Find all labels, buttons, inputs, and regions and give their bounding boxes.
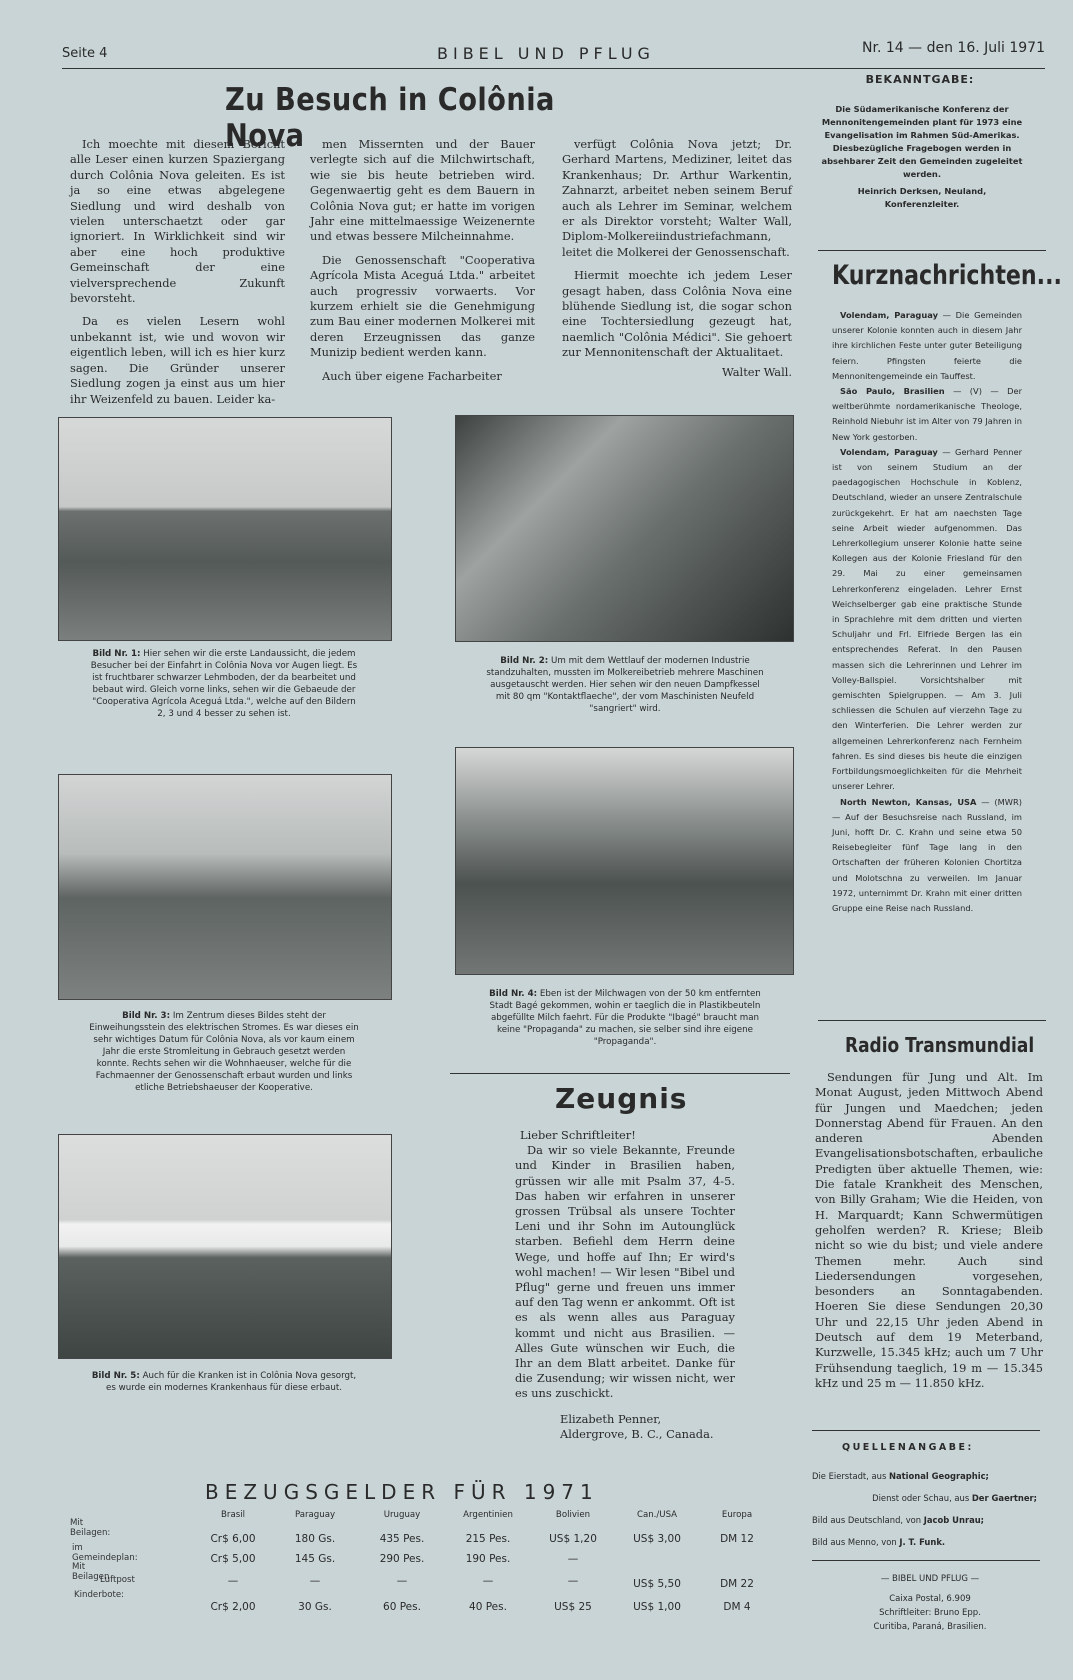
column-header: Bolivien: [555, 1510, 591, 1520]
column-header: Uruguay: [383, 1510, 421, 1520]
photo-hospital: [58, 1134, 392, 1359]
price-cell: Cr$ 2,00: [210, 1601, 256, 1613]
news-item: Volendam, Paraguay — Die Gemeinden unserer Kolonie konnten auch in diesem Jahr ihre kirchlichen Feste unter guter Beteiligung feiern. Pfingsten feierte die Mennonitengemeinde ein Tauffest.: [832, 310, 1022, 381]
divider: [812, 1560, 1040, 1561]
quellen-title: QUELLENANGABE:: [842, 1442, 974, 1453]
price-cell: US$ 3,00: [633, 1533, 681, 1545]
zeugnis-signature-name: Elizabeth Penner,: [560, 1411, 662, 1426]
bezugsgelder-title: BEZUGSGELDER FÜR 1971: [205, 1480, 599, 1504]
zeugnis-body: Da wir so viele Bekannte, Freunde und Kinder in Brasilien haben, grüssen wir alle mit Psalm 37, 4-5. Das haben wir erfahren in unserer grossen Trübsal als unsere Tochter Leni und ihr Sohn im Autounglück starben. Befiehl dem Herrn deine Wege, und hoffe auf Ihn; Er wird's wohl machen! — Wir lesen "Bibel und Pflug" gerne und freuen uns immer auf den Tag wenn er ankommt. Oft ist es als wenn alles aus Paraguay kommt und nicht aus Brasilien. — Alles Gute wünschen wir Euch, die Ihr an dem Blatt arbeitet. Danke für die Zusendung; wir wissen nicht, wer es uns zuschickt.: [515, 1143, 735, 1401]
price-cell: 180 Gs.: [294, 1533, 336, 1545]
article-paragraph: Ich moechte mit diesem Bericht alle Leser einen kurzen Spaziergang durch Colônia Nova geleiten. Es ist ja so eine etwas abgelegene Siedlung und wird deshalb von vielen unterschaetzt oder gar ignoriert. In Wirklichkeit sind wir aber eine hoch produktive Gemeinschaft der eine vielversprechende Zukunft bevorsteht.: [70, 137, 285, 306]
price-cell: 290 Pes.: [379, 1553, 425, 1565]
row-label: Luftpost: [100, 1575, 135, 1585]
row-label: im Gemeindeplan:: [72, 1543, 138, 1563]
photo-caption-1: Bild Nr. 1: Hier sehen wir die erste Landaussicht, die jedem Besucher bei der Einfahrt in Colônia Nova vor Augen liegt. Es ist fruchtbarer schwarzer Lehmboden, der da bearbeitet und bebaut wird. Gleich vorne links, sehen wir die Gebaeude der "Cooperativa Agrícola Aceguá Ltda.", welche auf den Bildern 2, 3 und 4 besser zu sehen ist.: [90, 649, 358, 719]
article-signature: Walter Wall.: [722, 364, 792, 379]
column-header: Can./USA: [636, 1510, 678, 1520]
column-header: Brasil: [221, 1510, 245, 1520]
page-header: [62, 40, 1045, 69]
radio-title: Radio Transmundial: [845, 1033, 1035, 1057]
article-headline: Zu Besuch in Colônia Nova: [225, 82, 555, 154]
article-paragraph: verfügt Colônia Nova jetzt; Dr. Gerhard Martens, Mediziner, leitet das Krankenhaus; Dr. Arthur Warkentin, Zahnarzt, arbeitet neben seinem Beruf auch als Lehrer im Seminar, welchem er als Direktor vorsteht; Walter Wall, Diplom-Molkereiindustriefachmann, leitet die Molkerei der Genossenschaft.: [562, 137, 792, 259]
divider: [818, 250, 1046, 251]
divider: [450, 1073, 790, 1074]
price-cell: 30 Gs.: [298, 1601, 332, 1613]
column-header: Paraguay: [294, 1510, 336, 1520]
bekanntgabe-text: Die Südamerikanische Konferenz der Mennonitengemeinden plant für 1973 eine Evangelisation im Rahmen Süd-Amerikas. Diesbezügliche Fragebogen werden in absehbarer Zeit den Gemeinden zugeleitet werden. Heinrich Derksen, Neuland, Konferenzleiter.: [821, 104, 1023, 209]
radio-text: Sendungen für Jung und Alt. Im Monat August, jeden Mittwoch Abend für Jungen und Maedchen; jeden Donnerstag Abend für Frauen. An den anderen Abenden Evangelisationsbotschaften, erbauliche Predigten über aktuelle Themen, wie: Die fatale Krankheit des Menschen, von Billy Graham; Wie die Heiden, von H. Marquardt; Kann Schwermütigen geholfen werden? R. Kriese; Bleib nicht so wie du bist; und viele andere Themen mehr. Auch sind Liedersendungen vorgesehen, besonders an Sonntagabenden. Hoeren Sie diese Sendungen 20,30 Uhr und 22,15 Uhr jeden Abend in Deutsch auf dem 19 Meterband, Kurzwelle, 15.345 kHz; auch um 7 Uhr Frühsendung taeglich, 19 m — 15.345 kHz und 25 m — 11.850 kHz.: [815, 1070, 1043, 1390]
price-cell: 190 Pes.: [465, 1553, 511, 1565]
row-label: Mit Beilagen: [72, 1562, 110, 1582]
news-item: São Paulo, Brasilien — (V) — Der weltberühmte nordamerikanische Theologe, Reinhold Niebuhr ist im Alter von 79 Jahren in New York gestorben.: [832, 386, 1022, 442]
price-cell: DM 22: [720, 1578, 754, 1590]
price-cell: DM 12: [720, 1533, 754, 1545]
price-cell: 60 Pes.: [383, 1601, 421, 1613]
price-cell: Cr$ 6,00: [210, 1533, 256, 1545]
price-cell: —: [396, 1575, 408, 1587]
article-column-1: [70, 137, 285, 415]
quellen-list: Die Eierstadt, aus National Geographic; Dienst oder Schau, aus Der Gaertner; Bild aus Deutschland, von Jacob Unrau; Bild aus Menno, von J. T. Funk.: [812, 1471, 1037, 1547]
price-cell: —: [227, 1575, 239, 1587]
issue-date: Nr. 14 — den 16. Juli 1971: [862, 40, 1045, 56]
article-paragraph: Hiermit moechte ich jedem Leser gesagt haben, dass Colônia Nova eine blühende Siedlung ist, die sogar schon eine Tochtersiedlung gezeugt hat, naemlich "Colônia Médici". Sie gehoert zur Mennonitenschaft der Aktualitaet.: [562, 268, 792, 360]
impressum: — BIBEL UND PFLUG — Caixa Postal, 6.909 Schriftleiter: Bruno Epp. Curitiba, Paraná, Brasilien.: [873, 1574, 987, 1632]
photo-road-landscape: [58, 417, 392, 641]
divider: [812, 1430, 1040, 1431]
zeugnis-salutation: Lieber Schriftleiter!: [520, 1128, 636, 1142]
article-paragraph: Auch über eigene Facharbeiter: [322, 368, 502, 383]
photo-caption-3: Bild Nr. 3: Im Zentrum dieses Bildes steht der Einweihungsstein des elektrischen Stromes. Es war dieses ein sehr wichtiges Datum für Colônia Nova, als vor kaum einem Jahr die erste Stromleitung in Gebrauch gesetzt werden konnte. Rechts sehen wir die Wohnhaeuser, welche für die Fachmaenner der Genossenschaft erbaut wurden und links etliche Betriebshaeuser der Kooperative.: [89, 1011, 359, 1093]
news-item: Volendam, Paraguay — Gerhard Penner ist von seinem Studium an der paedagogischen Hochschule in Koblenz, Deutschland, wieder an unsere Zentralschule zurückgekehrt. Er hat am naechsten Tage seine Arbeit wieder aufgenommen. Das Lehrerkollegium unserer Kolonie hatte seine Kollegen aus der Kolonie Friesland für den 29. Mai zu einer gemeinsamen Lehrerkonferenz eingeladen. Lehrer Ernst Weichselberger gab eine praktische Stunde in Sprachlehre mit dem dritten und vierten Schuljahr und Frl. Elfriede Bergen las ein entsprechendes Referat. In den Pausen massen sich die Lehrerinnen und Lehrer im Volley-Ballspiel. Vorsichtshalber mit gemischten Spielgruppen. — Am 3. Juli schliessen die Schulen auf vierzehn Tage zu den Winterferien. Die Lehrer werden zur allgemeinen Lehrerkonferenz nach Fernheim fahren. Es sind dieses bis heute die einzigen Fortbildungsmoeglichkeiten für die Mehrheit unserer Lehrer.: [832, 446, 1022, 792]
photo-steam-boiler: [455, 415, 794, 642]
price-cell: —: [309, 1575, 321, 1587]
column-header: Europa: [721, 1510, 753, 1520]
row-label: Mit Beilagen:: [70, 1518, 111, 1538]
article-paragraph: Die Genossenschaft "Cooperativa Agrícola Mista Aceguá Ltda." arbeitet auch progressiv vorwaerts. Vor kurzem erhielt sie die Genehmigung zum Bau einer modernen Molkerei mit deren Erzeugnissen das ganze Munizip bedient werden kann.: [310, 252, 535, 360]
photo-caption-5: Bild Nr. 5: Auch für die Kranken ist in Colônia Nova gesorgt, es wurde ein modernes Krankenhaus für diese erbaut.: [91, 1371, 357, 1393]
divider: [818, 1020, 1046, 1021]
price-cell: 435 Pes.: [379, 1533, 425, 1545]
photo-caption-2: Bild Nr. 2: Um mit dem Wettlauf der modernen Industrie standzuhalten, mussten im Molkereibetrieb mehrere Maschinen ausgetauscht werden. Hier sehen wir den neuen Dampfkessel mit 80 qm "Kontaktflaeche", der vom Maschinisten Neufeld "sangriert" wird.: [486, 656, 764, 714]
price-cell: US$ 1,00: [633, 1601, 681, 1613]
price-cell: —: [567, 1553, 579, 1565]
article-column-3: [562, 137, 792, 380]
price-cell: DM 4: [723, 1601, 751, 1613]
zeugnis-letter: [515, 1128, 735, 1442]
bekanntgabe-title: BEKANNTGABE:: [865, 73, 975, 86]
news-item: North Newton, Kansas, USA — (MWR) — Auf der Besuchsreise nach Russland, im Juni, hofft Dr. C. Krahn und seine etwa 50 Reisebegleiter fünf Tage lang in den Ortschaften der früheren Kolonien Chortitza und Molotschna zu verweilen. Im Januar 1972, unternimmt Dr. Krahn mit einer dritten Gruppe eine Reise nach Russland.: [832, 796, 1022, 913]
article-paragraph: men Missernten und der Bauer verlegte sich auf die Milchwirtschaft, wie sie bis heute betrieben wird. Gegenwaertig geht es dem Bauern in Colônia Nova gut; er hatte im vorigen Jahr eine mittelmaessige Weizenernte und etwas bessere Milcheinnahme.: [310, 137, 535, 244]
page-number: Seite 4: [62, 46, 108, 61]
photo-power-station: [58, 774, 392, 1000]
photo-milk-truck: [455, 747, 794, 975]
article-paragraph: Da es vielen Lesern wohl unbekannt ist, wie und wovon wir eigentlich leben, will ich es hier kurz sagen. Die Gründer unserer Siedlung zogen ja einst aus um hier ihr Weizenfeld zu bauen. Leider ka-: [70, 314, 285, 406]
article-column-2: [310, 137, 535, 392]
price-cell: US$ 25: [554, 1601, 592, 1613]
photo-caption-4: Bild Nr. 4: Eben ist der Milchwagen von der 50 km entfernten Stadt Bagé gekommen, wohin er taeglich die in Plastikbeuteln abgefüllte Milch faehrt. Für die Produkte "Ibagé" braucht man keine "Propaganda" zu machen, sie selber sind ihre eigene "Propaganda".: [489, 989, 761, 1047]
price-cell: US$ 1,20: [549, 1533, 597, 1545]
price-cell: —: [567, 1575, 579, 1587]
row-label: Kinderbote:: [74, 1590, 125, 1600]
price-cell: —: [482, 1575, 494, 1587]
price-cell: Cr$ 5,00: [210, 1553, 256, 1565]
price-cell: 40 Pes.: [469, 1601, 507, 1613]
price-cell: 145 Gs.: [294, 1553, 336, 1565]
column-header: Argentinien: [463, 1510, 513, 1520]
kurznachrichten-list: [832, 308, 1022, 916]
zeugnis-title: Zeugnis: [555, 1082, 688, 1115]
zeugnis-signature-place: Aldergrove, B. C., Canada.: [560, 1426, 714, 1441]
masthead: BIBEL UND PFLUG: [437, 44, 655, 63]
kurznachrichten-title: Kurznachrichten...: [832, 260, 1062, 291]
price-cell: 215 Pes.: [465, 1533, 511, 1545]
price-cell: US$ 5,50: [633, 1578, 681, 1590]
